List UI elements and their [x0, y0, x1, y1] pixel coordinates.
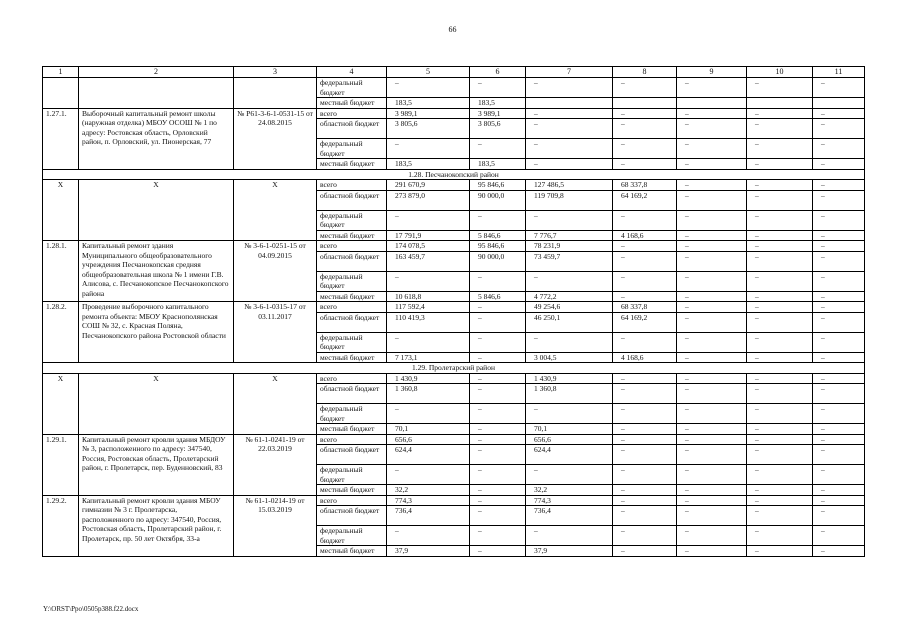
- value-cell: 78 231,9: [526, 241, 613, 252]
- value-cell: –: [747, 312, 813, 332]
- registration-number: № Р61-3-6-1-0531-15 от 24.08.2015: [234, 108, 317, 169]
- value-cell: [526, 98, 613, 109]
- table-row: [43, 373, 865, 384]
- section-title-row: [43, 363, 865, 374]
- value-cell: 656,6: [526, 434, 613, 445]
- budget-type-cell: местный бюджет: [317, 98, 387, 109]
- value-cell: –: [470, 352, 526, 363]
- value-cell: –: [747, 445, 813, 465]
- value-cell: –: [470, 139, 526, 159]
- value-cell: 4 772,2: [526, 291, 613, 302]
- value-cell: –: [677, 506, 747, 526]
- value-cell: –: [677, 546, 747, 557]
- value-cell: 7 776,7: [526, 230, 613, 241]
- value-cell: 117 592,4: [387, 302, 470, 313]
- value-cell: 70,1: [387, 424, 470, 435]
- value-cell: –: [613, 506, 677, 526]
- value-cell: –: [677, 180, 747, 191]
- budget-type-cell: всего: [317, 373, 387, 384]
- value-cell: –: [677, 190, 747, 210]
- value-cell: –: [747, 352, 813, 363]
- object-number: 1.29.1.: [43, 434, 79, 495]
- budget-type-cell: местный бюджет: [317, 291, 387, 302]
- value-cell: –: [470, 78, 526, 98]
- value-cell: –: [813, 312, 865, 332]
- value-cell: –: [677, 445, 747, 465]
- object-number: 1.29.2.: [43, 495, 79, 556]
- table-row: [43, 302, 865, 313]
- value-cell: 127 486,5: [526, 180, 613, 191]
- value-cell: –: [813, 485, 865, 496]
- value-cell: –: [470, 495, 526, 506]
- value-cell: 3 989,1: [387, 108, 470, 119]
- value-cell: [813, 98, 865, 109]
- value-cell: –: [613, 485, 677, 496]
- value-cell: 37,9: [526, 546, 613, 557]
- value-cell: –: [526, 159, 613, 170]
- value-cell: –: [747, 230, 813, 241]
- value-cell: –: [677, 465, 747, 485]
- value-cell: –: [470, 506, 526, 526]
- object-name: Капитальный ремонт кровли здания МБОУ гимназии № 3 г. Пролетарска, расположенного по адресу: 347540, Россия, Ростовская область, Пролетарский район, г. Пролетарск, пр. 50 лет Октября, 33-а: [79, 495, 234, 556]
- value-cell: 90 000,0: [470, 190, 526, 210]
- value-cell: 183,5: [387, 98, 470, 109]
- value-cell: –: [613, 384, 677, 404]
- object-name: Проведение выборочного капитального ремонта объекта: МБОУ Краснополянская СОШ № 32, с. Красная Поляна, Песчанокопского района Ростовской области: [79, 302, 234, 363]
- value-cell: –: [613, 404, 677, 424]
- column-header: 3: [234, 67, 317, 78]
- table-row: [43, 495, 865, 506]
- value-cell: 37,9: [387, 546, 470, 557]
- column-header: 10: [747, 67, 813, 78]
- object-name: Капитальный ремонт кровли здания МБДОУ № 3, расположенного по адресу: 347540, Россия, Ростовская область, Пролетарский район, г. Пролетарск, пер. Буденновский, 83: [79, 434, 234, 495]
- value-cell: –: [613, 495, 677, 506]
- value-cell: –: [677, 352, 747, 363]
- value-cell: –: [813, 384, 865, 404]
- value-cell: –: [747, 332, 813, 352]
- value-cell: 3 004,5: [526, 352, 613, 363]
- value-cell: –: [677, 159, 747, 170]
- value-cell: –: [526, 271, 613, 291]
- value-cell: 1 360,8: [526, 384, 613, 404]
- budget-type-cell: местный бюджет: [317, 352, 387, 363]
- value-cell: –: [677, 434, 747, 445]
- value-cell: –: [747, 78, 813, 98]
- value-cell: –: [813, 546, 865, 557]
- value-cell: 5 846,6: [470, 291, 526, 302]
- value-cell: –: [747, 251, 813, 271]
- column-header: 11: [813, 67, 865, 78]
- column-header: 8: [613, 67, 677, 78]
- column-header: 6: [470, 67, 526, 78]
- section-title-row: [43, 169, 865, 180]
- value-cell: –: [677, 485, 747, 496]
- value-cell: –: [813, 291, 865, 302]
- value-cell: –: [387, 465, 470, 485]
- value-cell: 64 169,2: [613, 312, 677, 332]
- value-cell: –: [747, 108, 813, 119]
- value-cell: –: [813, 139, 865, 159]
- value-cell: 1 430,9: [387, 373, 470, 384]
- value-cell: 32,2: [387, 485, 470, 496]
- value-cell: 736,4: [526, 506, 613, 526]
- value-cell: [747, 98, 813, 109]
- value-cell: 49 254,6: [526, 302, 613, 313]
- value-cell: –: [677, 332, 747, 352]
- value-cell: –: [470, 332, 526, 352]
- value-cell: –: [613, 271, 677, 291]
- value-cell: 32,2: [526, 485, 613, 496]
- value-cell: –: [613, 424, 677, 435]
- value-cell: –: [613, 139, 677, 159]
- value-cell: –: [613, 373, 677, 384]
- value-cell: –: [813, 119, 865, 139]
- value-cell: –: [677, 271, 747, 291]
- value-cell: –: [813, 210, 865, 230]
- value-cell: –: [526, 404, 613, 424]
- value-cell: 1 430,9: [526, 373, 613, 384]
- registration-number: № 61-1-0214-19 от 15.03.2019: [234, 495, 317, 556]
- value-cell: –: [747, 210, 813, 230]
- object-number: 1.28.1.: [43, 241, 79, 302]
- value-cell: –: [387, 404, 470, 424]
- value-cell: –: [470, 373, 526, 384]
- value-cell: 95 846,6: [470, 241, 526, 252]
- value-cell: –: [813, 159, 865, 170]
- budget-type-cell: федеральный бюджет: [317, 139, 387, 159]
- value-cell: –: [387, 78, 470, 98]
- table-row: [43, 78, 865, 98]
- x-cell: Х: [234, 373, 317, 434]
- value-cell: –: [747, 180, 813, 191]
- value-cell: –: [613, 119, 677, 139]
- value-cell: –: [813, 180, 865, 191]
- budget-type-cell: областной бюджет: [317, 384, 387, 404]
- value-cell: –: [470, 445, 526, 465]
- value-cell: –: [613, 434, 677, 445]
- value-cell: –: [613, 108, 677, 119]
- value-cell: 73 459,7: [526, 251, 613, 271]
- value-cell: 17 791,9: [387, 230, 470, 241]
- value-cell: –: [747, 159, 813, 170]
- x-cell: Х: [234, 180, 317, 241]
- header-row: [43, 67, 865, 78]
- x-cell: Х: [79, 373, 234, 434]
- value-cell: [613, 98, 677, 109]
- budget-type-cell: местный бюджет: [317, 159, 387, 170]
- budget-type-cell: федеральный бюджет: [317, 210, 387, 230]
- value-cell: 4 168,6: [613, 230, 677, 241]
- value-cell: –: [747, 434, 813, 445]
- column-header: 4: [317, 67, 387, 78]
- value-cell: –: [747, 241, 813, 252]
- budget-type-cell: федеральный бюджет: [317, 404, 387, 424]
- value-cell: –: [677, 495, 747, 506]
- value-cell: –: [613, 291, 677, 302]
- value-cell: –: [470, 546, 526, 557]
- value-cell: –: [747, 546, 813, 557]
- value-cell: –: [387, 139, 470, 159]
- value-cell: –: [677, 119, 747, 139]
- value-cell: –: [813, 108, 865, 119]
- value-cell: –: [470, 271, 526, 291]
- value-cell: 7 173,1: [387, 352, 470, 363]
- registration-number: № 61-1-0241-19 от 22.03.2019: [234, 434, 317, 495]
- value-cell: –: [470, 434, 526, 445]
- value-cell: –: [747, 495, 813, 506]
- object-name: Капитальный ремонт здания Муниципального общеобразовательного учреждения Песчанокопская средняя общеобразовательная школа № 1 имени Г.В. Алисова, с. Песчанокопское Песчанокопского района: [79, 241, 234, 302]
- value-cell: –: [813, 445, 865, 465]
- value-cell: –: [677, 424, 747, 435]
- value-cell: –: [526, 332, 613, 352]
- value-cell: –: [747, 506, 813, 526]
- value-cell: 656,6: [387, 434, 470, 445]
- registration-number: № 3-6-1-0315-17 от 03.11.2017: [234, 302, 317, 363]
- budget-table: [42, 66, 865, 557]
- value-cell: –: [387, 526, 470, 546]
- object-number: 1.27.1.: [43, 108, 79, 169]
- value-cell: –: [677, 241, 747, 252]
- value-cell: –: [613, 210, 677, 230]
- value-cell: –: [813, 241, 865, 252]
- budget-type-cell: областной бюджет: [317, 312, 387, 332]
- value-cell: –: [677, 302, 747, 313]
- value-cell: –: [387, 271, 470, 291]
- value-cell: –: [677, 251, 747, 271]
- value-cell: 273 879,0: [387, 190, 470, 210]
- value-cell: –: [747, 424, 813, 435]
- value-cell: 3 805,6: [470, 119, 526, 139]
- value-cell: –: [526, 210, 613, 230]
- value-cell: –: [677, 526, 747, 546]
- value-cell: 4 168,6: [613, 352, 677, 363]
- value-cell: –: [470, 485, 526, 496]
- value-cell: –: [813, 465, 865, 485]
- value-cell: –: [813, 271, 865, 291]
- value-cell: –: [677, 312, 747, 332]
- value-cell: –: [613, 526, 677, 546]
- section-title: 1.29. Пролетарский район: [43, 363, 865, 374]
- value-cell: –: [747, 465, 813, 485]
- column-header: 9: [677, 67, 747, 78]
- value-cell: 163 459,7: [387, 251, 470, 271]
- value-cell: 736,4: [387, 506, 470, 526]
- value-cell: –: [613, 251, 677, 271]
- value-cell: –: [387, 332, 470, 352]
- value-cell: –: [813, 302, 865, 313]
- registration-number: № 3-6-1-0251-15 от 04.09.2015: [234, 241, 317, 302]
- value-cell: –: [526, 139, 613, 159]
- value-cell: 10 618,8: [387, 291, 470, 302]
- table-row: [43, 180, 865, 191]
- value-cell: –: [813, 332, 865, 352]
- value-cell: –: [677, 78, 747, 98]
- value-cell: –: [470, 404, 526, 424]
- value-cell: –: [470, 312, 526, 332]
- value-cell: –: [813, 424, 865, 435]
- budget-type-cell: местный бюджет: [317, 230, 387, 241]
- value-cell: –: [677, 210, 747, 230]
- value-cell: –: [677, 291, 747, 302]
- value-cell: –: [747, 485, 813, 496]
- value-cell: –: [747, 302, 813, 313]
- budget-type-cell: местный бюджет: [317, 424, 387, 435]
- table-row: [43, 108, 865, 119]
- x-cell: Х: [43, 180, 79, 241]
- value-cell: –: [747, 404, 813, 424]
- object-number: 1.28.2.: [43, 302, 79, 363]
- value-cell: –: [747, 119, 813, 139]
- budget-type-cell: местный бюджет: [317, 485, 387, 496]
- value-cell: –: [526, 526, 613, 546]
- value-cell: 68 337,8: [613, 180, 677, 191]
- budget-type-cell: областной бюджет: [317, 506, 387, 526]
- value-cell: –: [747, 384, 813, 404]
- value-cell: –: [813, 251, 865, 271]
- column-header: 1: [43, 67, 79, 78]
- value-cell: –: [677, 108, 747, 119]
- budget-type-cell: областной бюджет: [317, 190, 387, 210]
- table-row: [43, 241, 865, 252]
- budget-type-cell: всего: [317, 434, 387, 445]
- value-cell: 174 078,5: [387, 241, 470, 252]
- value-cell: –: [813, 434, 865, 445]
- value-cell: –: [813, 190, 865, 210]
- value-cell: –: [470, 384, 526, 404]
- value-cell: 1 360,8: [387, 384, 470, 404]
- value-cell: 46 250,1: [526, 312, 613, 332]
- value-cell: –: [613, 241, 677, 252]
- budget-type-cell: всего: [317, 495, 387, 506]
- value-cell: [677, 98, 747, 109]
- column-header: 7: [526, 67, 613, 78]
- budget-type-cell: федеральный бюджет: [317, 332, 387, 352]
- value-cell: –: [813, 352, 865, 363]
- value-cell: –: [470, 526, 526, 546]
- value-cell: –: [677, 373, 747, 384]
- value-cell: –: [470, 424, 526, 435]
- value-cell: –: [813, 506, 865, 526]
- table-row: [43, 434, 865, 445]
- value-cell: –: [813, 404, 865, 424]
- column-header: 2: [79, 67, 234, 78]
- budget-type-cell: областной бюджет: [317, 445, 387, 465]
- budget-type-cell: всего: [317, 302, 387, 313]
- value-cell: 624,4: [526, 445, 613, 465]
- value-cell: 90 000,0: [470, 251, 526, 271]
- budget-type-cell: федеральный бюджет: [317, 78, 387, 98]
- object-name: Выборочный капитальный ремонт школы (наружная отделка) МБОУ ОСОШ № 1 по адресу: Ростовская область, Орловский район, п. Орловский, ул. Пионерская, 77: [79, 108, 234, 169]
- value-cell: 183,5: [470, 159, 526, 170]
- value-cell: –: [747, 139, 813, 159]
- value-cell: –: [613, 445, 677, 465]
- value-cell: –: [470, 465, 526, 485]
- value-cell: –: [677, 230, 747, 241]
- value-cell: –: [526, 119, 613, 139]
- value-cell: –: [526, 78, 613, 98]
- value-cell: 3 805,6: [387, 119, 470, 139]
- value-cell: –: [526, 108, 613, 119]
- budget-type-cell: федеральный бюджет: [317, 465, 387, 485]
- value-cell: –: [747, 373, 813, 384]
- value-cell: –: [470, 302, 526, 313]
- x-cell: Х: [43, 373, 79, 434]
- value-cell: –: [747, 291, 813, 302]
- x-cell: Х: [79, 180, 234, 241]
- value-cell: 624,4: [387, 445, 470, 465]
- value-cell: –: [526, 465, 613, 485]
- budget-type-cell: областной бюджет: [317, 251, 387, 271]
- value-cell: –: [813, 373, 865, 384]
- value-cell: –: [747, 190, 813, 210]
- value-cell: –: [677, 404, 747, 424]
- object-name-cell: [79, 78, 234, 109]
- value-cell: –: [813, 78, 865, 98]
- value-cell: –: [613, 78, 677, 98]
- value-cell: 95 846,6: [470, 180, 526, 191]
- value-cell: 774,3: [526, 495, 613, 506]
- value-cell: 774,3: [387, 495, 470, 506]
- value-cell: 64 169,2: [613, 190, 677, 210]
- value-cell: –: [677, 384, 747, 404]
- value-cell: –: [613, 159, 677, 170]
- value-cell: 119 709,8: [526, 190, 613, 210]
- value-cell: 5 846,6: [470, 230, 526, 241]
- value-cell: 68 337,8: [613, 302, 677, 313]
- num-cell: [43, 78, 79, 109]
- value-cell: 183,5: [470, 98, 526, 109]
- budget-type-cell: всего: [317, 241, 387, 252]
- value-cell: 3 989,1: [470, 108, 526, 119]
- value-cell: –: [813, 230, 865, 241]
- value-cell: –: [813, 526, 865, 546]
- budget-type-cell: всего: [317, 180, 387, 191]
- value-cell: –: [470, 210, 526, 230]
- column-header: 5: [387, 67, 470, 78]
- value-cell: –: [613, 332, 677, 352]
- reg-cell: [234, 78, 317, 109]
- value-cell: –: [677, 139, 747, 159]
- budget-type-cell: федеральный бюджет: [317, 271, 387, 291]
- budget-type-cell: местный бюджет: [317, 546, 387, 557]
- value-cell: 70,1: [526, 424, 613, 435]
- page-number: 66: [448, 25, 457, 34]
- budget-type-cell: всего: [317, 108, 387, 119]
- value-cell: –: [613, 546, 677, 557]
- value-cell: 183,5: [387, 159, 470, 170]
- budget-type-cell: федеральный бюджет: [317, 526, 387, 546]
- file-path-footer: Y:\ORST\Ppo\0505p388.f22.docx: [43, 605, 139, 613]
- value-cell: –: [747, 271, 813, 291]
- value-cell: –: [813, 495, 865, 506]
- value-cell: –: [613, 465, 677, 485]
- value-cell: 291 670,9: [387, 180, 470, 191]
- section-title: 1.28. Песчанокопский район: [43, 169, 865, 180]
- value-cell: –: [387, 210, 470, 230]
- value-cell: –: [747, 526, 813, 546]
- budget-type-cell: областной бюджет: [317, 119, 387, 139]
- value-cell: 110 419,3: [387, 312, 470, 332]
